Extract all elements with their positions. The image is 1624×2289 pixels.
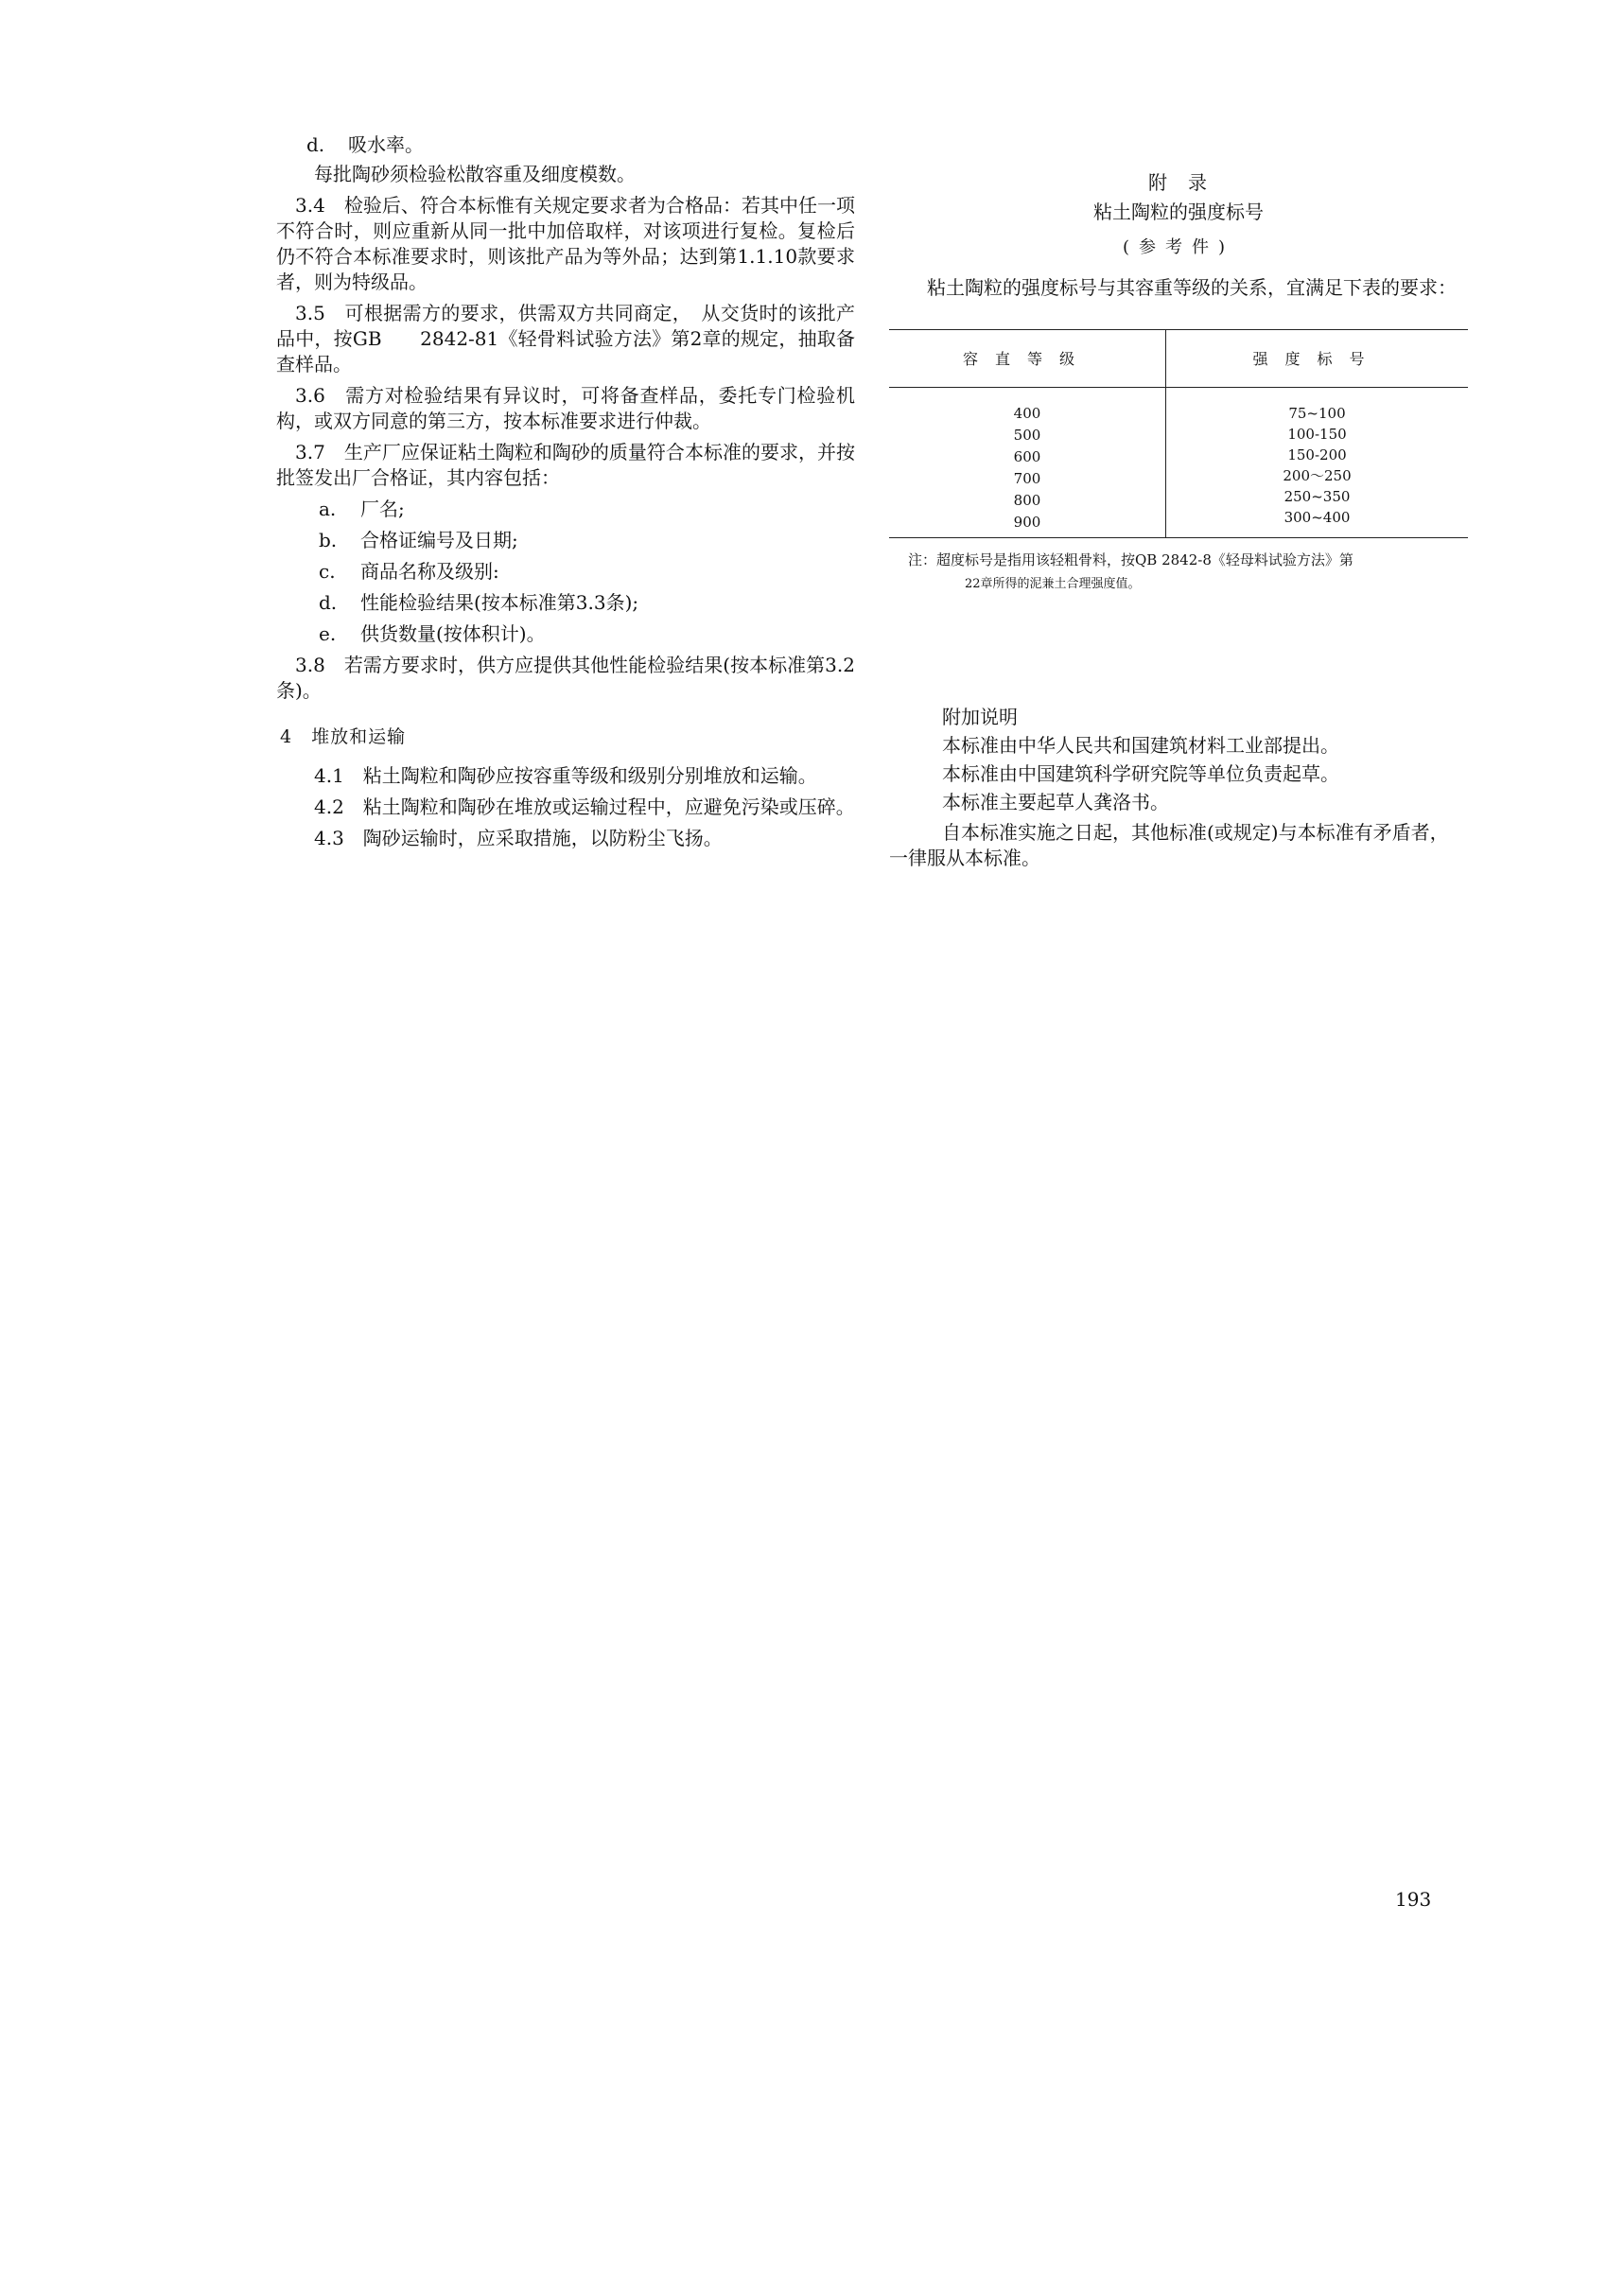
appendix-title: 附录: [1148, 171, 1228, 194]
table-cell: 250~350: [1283, 488, 1351, 505]
additional-notes-final: 自本标准实施之日起，其他标准(或规定)与本标准有矛盾者， 一律服从本标准。: [889, 821, 1458, 869]
paragraph-3-6: 3.6 需方对检验结果有异议时，可将备查样品，委托专门检验机构，或双方同意的第三方，按本标准要求进行仲裁。: [276, 384, 855, 432]
paragraph-3-7: 3.7 生产厂应保证粘土陶粒和陶砂的质量符合本标准的要求，并按批签发出厂合格证，其内容包括：: [276, 441, 855, 489]
table-cell: 300~400: [1283, 509, 1351, 526]
density-values-cell: [889, 388, 1166, 538]
additional-notes: [889, 703, 1468, 871]
list-item: [276, 559, 855, 585]
footnote-line: 注：超度标号是指用该轻粗骨料，按QB 2842-8《轻母料试验方法》第: [908, 551, 1353, 568]
strength-grade-table: [889, 329, 1468, 538]
table-cell: 500: [1013, 427, 1041, 444]
item-text: 厂名;: [360, 498, 405, 520]
item-text: 合格证编号及日期;: [360, 529, 518, 551]
column-header-density: 容直等级: [889, 330, 1166, 388]
list-item: [276, 621, 855, 647]
paragraph-3-8: 3.8 若需方要求时，供方应提供其他性能检验结果(按本标准第3.2条)。: [276, 654, 855, 702]
paragraph-3-5: 3.5 可根据需方的要求，供需双方共同商定， 从交货时的该批产品中，按GB 2842-81《轻骨料试验方法》第2章的规定，抽取备查样品。: [276, 302, 855, 376]
table-header-row: [889, 330, 1468, 388]
list-item: [276, 590, 855, 616]
table-cell: 400: [1013, 405, 1041, 422]
left-column: [276, 132, 855, 857]
table-footnote: [908, 548, 1468, 597]
appendix-reference-note: (参考件): [1122, 237, 1235, 257]
appendix-intro: 粘土陶粒的强度标号与其容重等级的关系，宜满足下表的要求：: [927, 276, 1457, 299]
footnote-line: 22章所得的泥兼土合理强度值。: [965, 577, 1141, 591]
item-label: a.: [319, 498, 337, 520]
item-label: b.: [319, 529, 338, 551]
paragraph-3-4: 3.4 检验后、符合本标惟有关规定要求者为合格品：若其中任一项不符合时，则应重新从同一批中加倍取样，对该项进行复检。复检后仍不符合本标准要求时，则该批产品为等外品；达到第1.1.10款要求者，则为特级品。: [276, 194, 855, 293]
item-label: d.: [319, 591, 338, 614]
additional-notes-line: 本标准由中国建筑科学研究院等单位负责起草。: [942, 762, 1339, 785]
paragraph-4-3: 4.3 陶砂运输时，应采取措施，以防粉尘飞扬。: [314, 827, 723, 849]
item-text: 商品名称及级别:: [360, 560, 499, 583]
right-column: [889, 170, 1468, 871]
table-cell: 600: [1013, 448, 1041, 465]
list-item-d-absorption: [276, 132, 855, 158]
appendix-subtitle: 粘土陶粒的强度标号: [1093, 201, 1264, 223]
paragraph-4-2: 4.2 粘土陶粒和陶砂在堆放或运输过程中，应避免污染或压碎。: [314, 795, 855, 818]
item-text: 性能检验结果(按本标准第3.3条);: [360, 591, 639, 614]
table-cell: 700: [1013, 470, 1041, 487]
list-item: [276, 528, 855, 553]
table-cell: 800: [1013, 492, 1041, 509]
table-row: [889, 388, 1468, 538]
item-label: e.: [319, 622, 337, 645]
paragraph-batch-check: 每批陶砂须检验松散容重及细度模数。: [314, 163, 636, 185]
page-number: 193: [1395, 1888, 1432, 1911]
item-text: 吸水率。: [348, 133, 424, 156]
list-item: [276, 497, 855, 522]
item-text: 供货数量(按体积计)。: [360, 622, 546, 645]
item-label: d.: [306, 133, 325, 156]
section-4-heading: 4 堆放和运输: [280, 726, 407, 747]
table-cell: 100-150: [1287, 426, 1347, 443]
table-cell: 900: [1013, 514, 1041, 531]
strength-values-cell: [1166, 388, 1469, 538]
table-cell: 200～250: [1283, 467, 1352, 484]
list-3-7: [276, 497, 855, 647]
additional-notes-line: 本标准由中华人民共和国建筑材料工业部提出。: [942, 734, 1339, 757]
column-header-strength: 强度标号: [1166, 330, 1469, 388]
table-cell: 75~100: [1288, 405, 1346, 422]
table-cell: 150-200: [1287, 446, 1347, 463]
additional-notes-line: 本标准主要起草人龚洛书。: [942, 791, 1169, 813]
additional-notes-heading: 附加说明: [942, 706, 1018, 728]
item-label: c.: [319, 560, 336, 583]
paragraph-4-1: 4.1 粘土陶粒和陶砂应按容重等级和级别分别堆放和运输。: [314, 764, 817, 787]
